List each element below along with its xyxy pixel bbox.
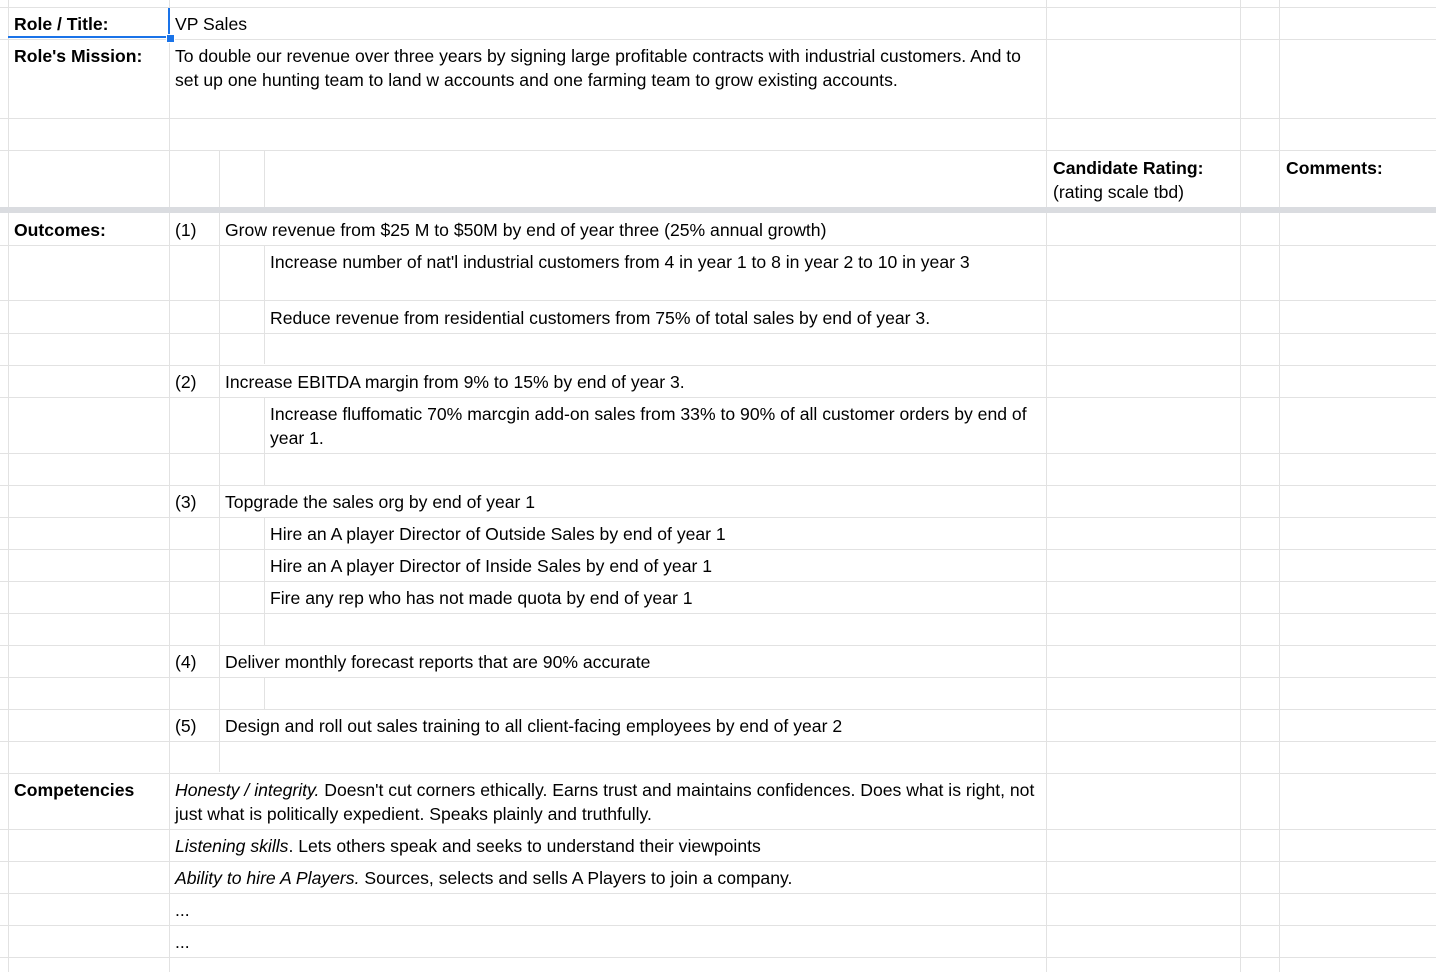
cell-outcome-text[interactable]: Increase EBITDA margin from 9% to 15% by end of year 3. (225, 372, 685, 392)
row-divider (0, 453, 1436, 454)
competency-description: . Lets others speak and seeks to understand their viewpoints (288, 836, 761, 856)
cell-outcome-text[interactable]: Grow revenue from $25 M to $50M by end of year three (25% annual growth) (225, 220, 827, 240)
cell-outcome-number[interactable]: (2) (175, 372, 197, 392)
row-divider (0, 118, 1436, 119)
column-divider (264, 246, 265, 364)
cell-outcome-text[interactable]: Topgrade the sales org by end of year 1 (225, 492, 536, 512)
row-divider (0, 245, 1436, 246)
row-divider (0, 677, 1436, 678)
row-divider (0, 39, 1436, 40)
column-divider (264, 518, 265, 646)
column-divider (264, 398, 265, 486)
cell-competency[interactable] (175, 866, 792, 890)
active-cell-border (8, 36, 170, 38)
cell-outcome-subitem[interactable]: Hire an A player Director of Outside Sales by end of year 1 (270, 524, 726, 544)
row-divider (0, 150, 1436, 151)
competency-name: Honesty / integrity. (175, 780, 320, 800)
row-divider (0, 773, 1436, 774)
column-divider (219, 212, 220, 772)
cell-ellipsis[interactable]: ... (175, 900, 190, 920)
row-divider (0, 893, 1436, 894)
row-divider (0, 549, 1436, 550)
column-divider (1279, 0, 1280, 972)
cell-outcome-subitem[interactable]: Fire any rep who has not made quota by end of year 1 (270, 588, 693, 608)
competency-description: Doesn't cut corners ethically. Earns trust and maintains confidences. Does what is right, not just what is politically expedient. Speaks plainly and truthfully. (175, 780, 1035, 824)
row-divider (0, 829, 1436, 830)
row-divider (0, 333, 1436, 334)
row-divider (0, 365, 1436, 366)
row-divider (0, 861, 1436, 862)
competency-description: Sources, selects and sells A Players to join a company. (359, 868, 793, 888)
row-divider (0, 300, 1436, 301)
cell-rating-sub[interactable]: (rating scale tbd) (1053, 182, 1185, 202)
cell-outcome-number[interactable]: (4) (175, 652, 197, 672)
cell-rating-label[interactable]: Candidate Rating: (1053, 158, 1204, 178)
frozen-rows-divider[interactable] (0, 207, 1436, 213)
cell-outcome-subitem[interactable]: Increase fluffomatic 70% marcgin add-on sales from 33% to 90% of all customer orders by end of year 1. (270, 404, 1027, 448)
row-divider (0, 925, 1436, 926)
row-divider (0, 645, 1436, 646)
competency-name: Ability to hire A Players. (175, 868, 360, 888)
cell-outcome-text[interactable]: Deliver monthly forecast reports that are 90% accurate (225, 652, 651, 672)
cell-outcome-subitem[interactable]: Reduce revenue from residential customers from 75% of total sales by end of year 3. (270, 308, 931, 328)
column-divider (1046, 0, 1047, 972)
cell-role-value[interactable]: VP Sales (175, 14, 248, 34)
row-divider (0, 709, 1436, 710)
row-divider (0, 957, 1436, 958)
cell-outcome-text[interactable]: Design and roll out sales training to all client-facing employees by end of year 2 (225, 716, 843, 736)
cell-outcome-subitem[interactable]: Hire an A player Director of Inside Sales by end of year 1 (270, 556, 713, 576)
column-divider (169, 0, 170, 972)
competency-name: Listening skills (175, 836, 289, 856)
cell-outcome-number[interactable]: (5) (175, 716, 197, 736)
cell-mission-label[interactable]: Role's Mission: (14, 46, 143, 66)
cell-outcome-number[interactable]: (1) (175, 220, 197, 240)
column-divider (264, 678, 265, 710)
cell-role-label[interactable]: Role / Title: (14, 14, 109, 34)
column-divider (219, 150, 220, 212)
column-divider (264, 150, 265, 212)
cell-outcome-number[interactable]: (3) (175, 492, 197, 512)
cell-mission-text[interactable]: To double our revenue over three years by signing large profitable contracts with industrial customers. And to set up one hunting team to land w accounts and one farming team to grow existing accounts. (175, 46, 1021, 90)
fill-handle[interactable] (166, 34, 175, 43)
column-divider (1240, 0, 1241, 972)
row-divider (0, 485, 1436, 486)
cell-ellipsis[interactable]: ... (175, 932, 190, 952)
column-divider (8, 0, 9, 972)
row-divider (0, 613, 1436, 614)
cell-comments-label[interactable]: Comments: (1286, 158, 1383, 178)
row-divider (0, 7, 1436, 8)
row-divider (0, 517, 1436, 518)
row-divider (0, 741, 1436, 742)
cell-competency[interactable] (175, 834, 761, 858)
row-divider (0, 397, 1436, 398)
cell-outcomes-label[interactable]: Outcomes: (14, 220, 106, 240)
cell-competency[interactable] (175, 778, 1040, 826)
cell-outcome-subitem[interactable]: Increase number of nat'l industrial customers from 4 in year 1 to 8 in year 2 to 10 in year 3 (270, 252, 970, 272)
cell-competencies-label[interactable]: Competencies (14, 780, 135, 800)
row-divider (0, 581, 1436, 582)
